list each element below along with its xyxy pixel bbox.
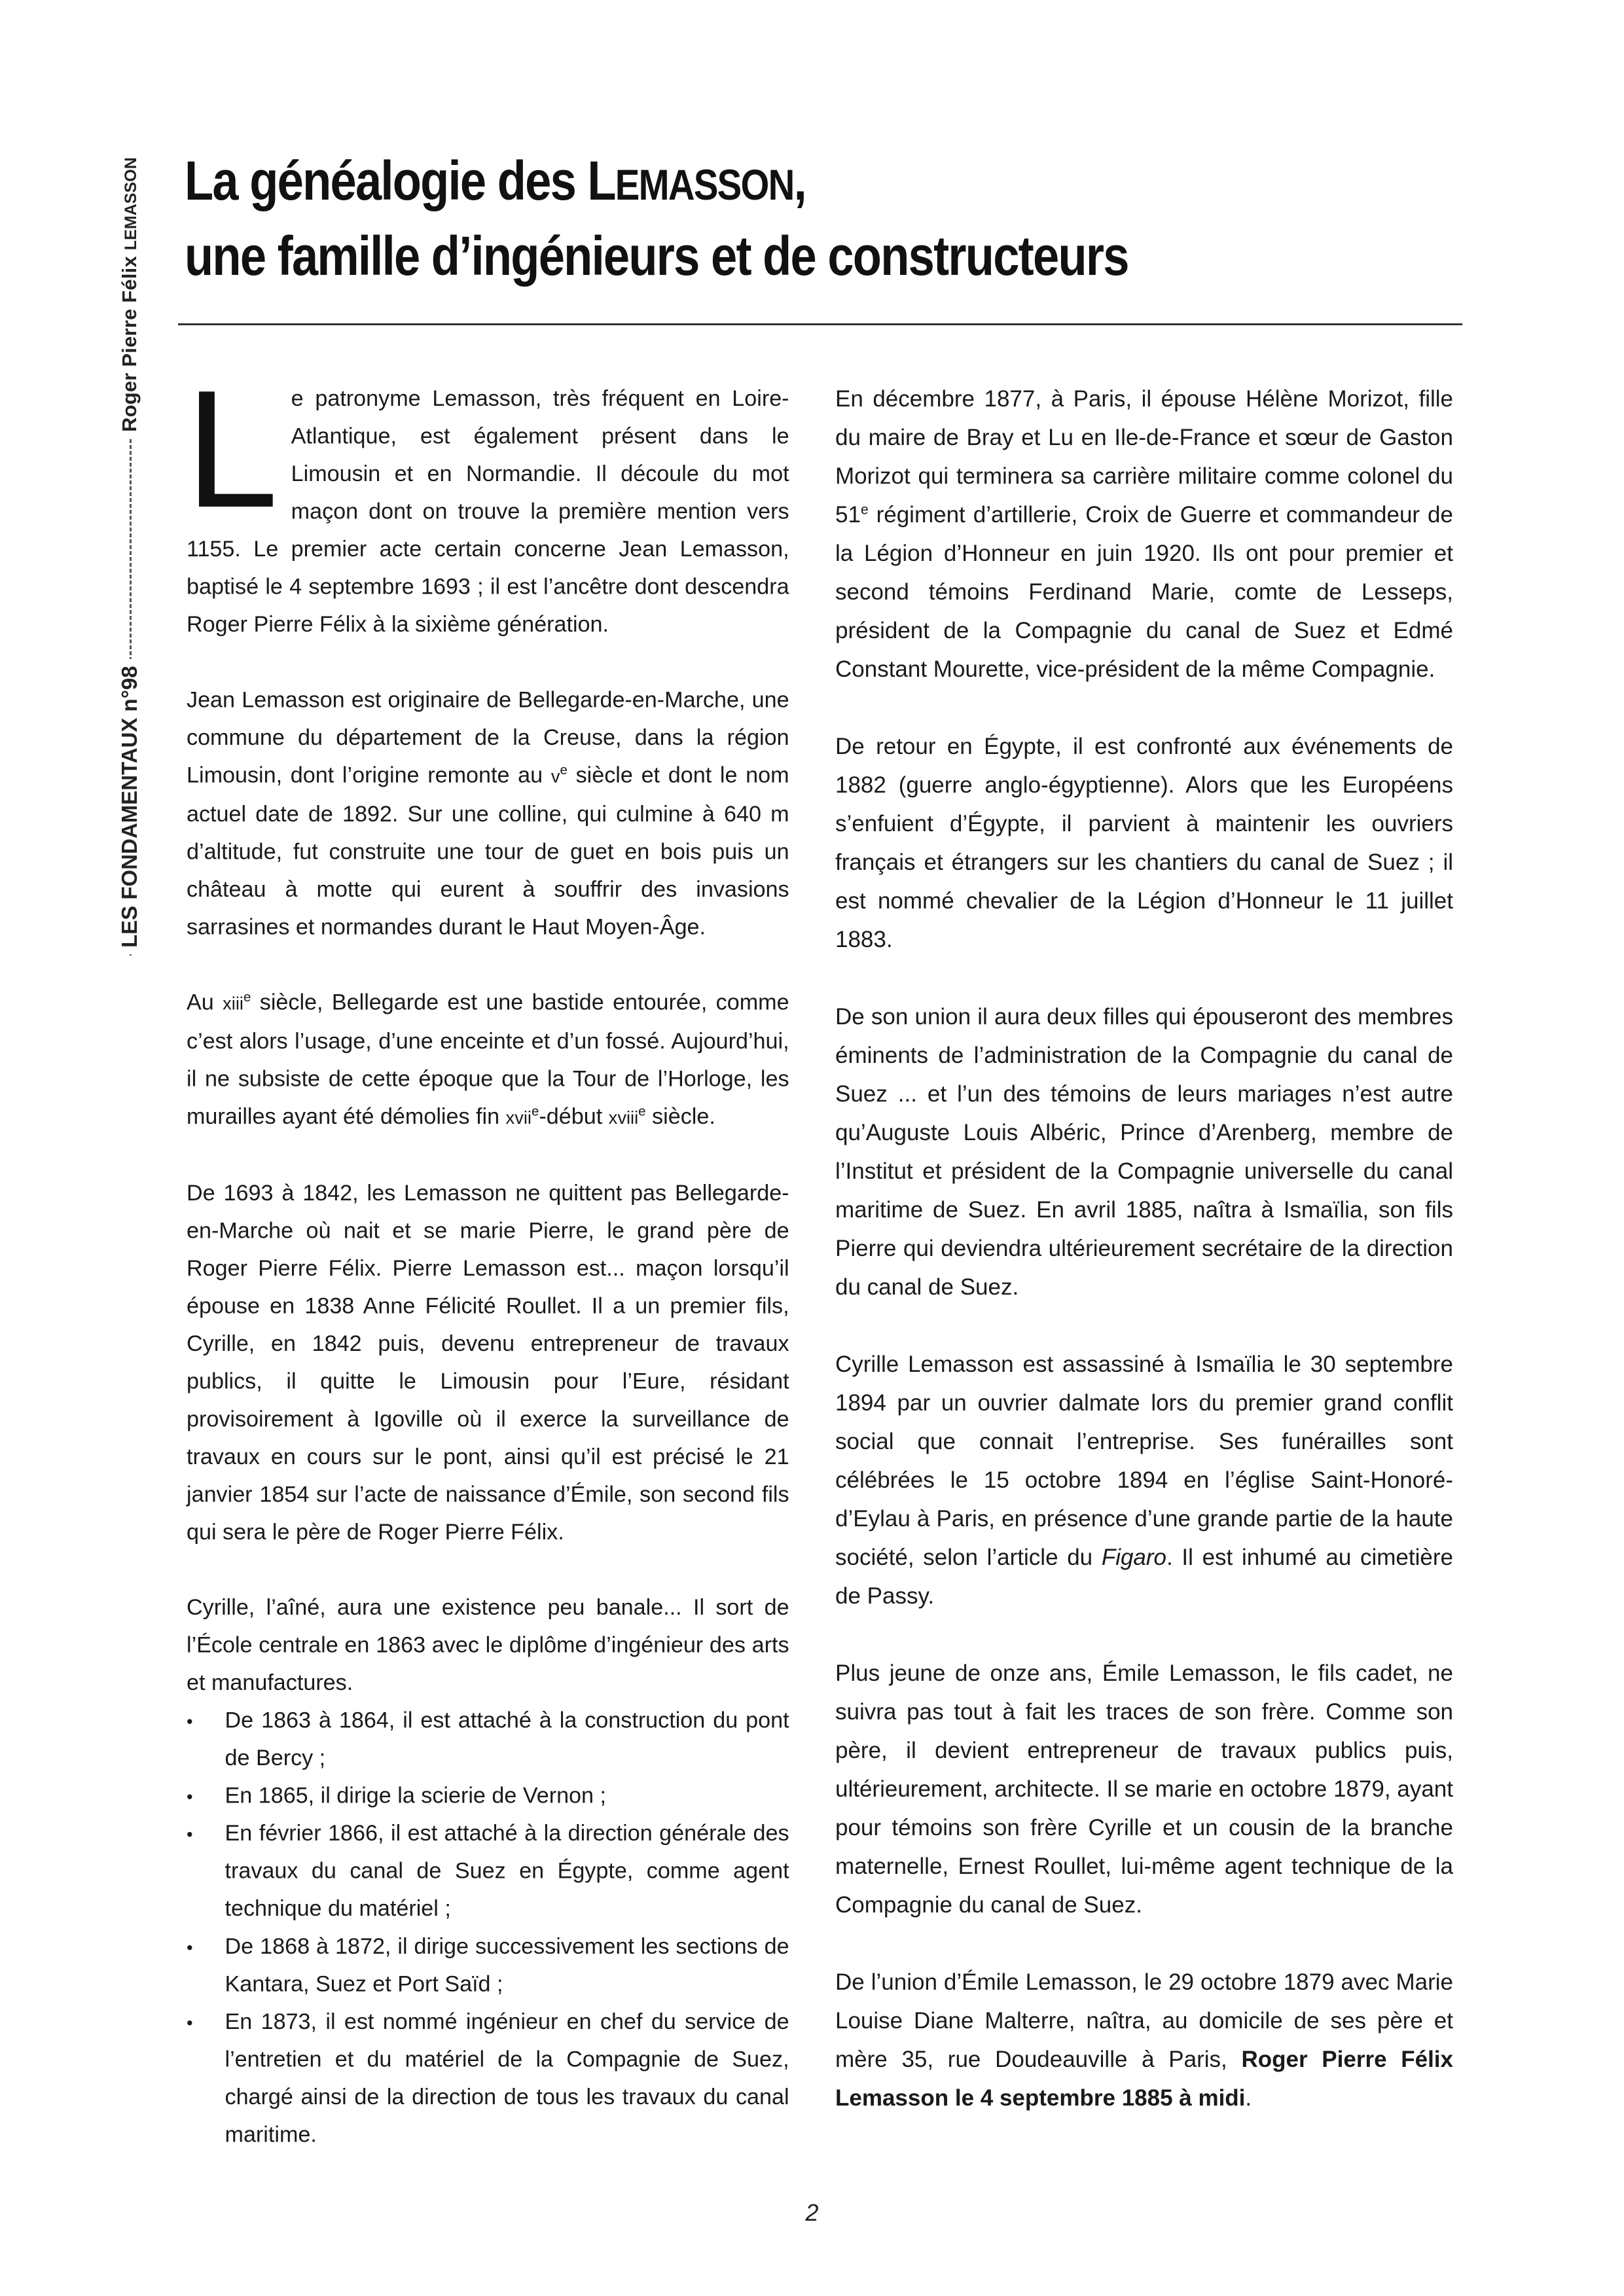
article-column-right: [835, 380, 1453, 2117]
page-title: La généalogie des LEMASSON, une famille d’ingénieurs et de constructeurs: [185, 150, 1128, 287]
drop-cap: L: [185, 355, 279, 543]
page-subtitle: une famille d’ingénieurs et de constructeurs: [185, 225, 1128, 287]
paragraph-egypt: De retour en Égypte, il est confronté aux événements de 1882 (guerre anglo-égyptienne). Alors que les Européens s’enfuient d’Égypte, il parvient à maintenir les ouvriers français et étrangers sur les chantiers du canal de Suez ; il est nommé chevalier de la Légion d’Honneur le 11 juillet 1883.: [835, 734, 1453, 952]
paragraph-emile: Plus jeune de onze ans, Émile Lemasson, le fils cadet, ne suivra pas tout à fait les traces de son frère. Comme son père, il devient entrepreneur de travaux publics puis, ultérieurement, architecte. Il se marie en octobre 1879, ayant pour témoins son frère Cyrille et un cousin de la branche maternelle, Ernest Roullet, lui-même agent technique de la Compagnie du canal de Suez.: [835, 1660, 1453, 1918]
list-item: • En 1873, il est nommé ingénieur en chef du service de l’entretien et du matériel de la Compagnie de Suez, chargé ainsi de la direction de tous les travaux du canal maritime.: [187, 2003, 789, 2153]
sidebar: [110, 151, 149, 956]
article-column-left: [185, 355, 789, 2153]
paragraph-family-history: De 1693 à 1842, les Lemasson ne quittent pas Bellegarde-en-Marche où nait et se marie Pierre, le grand père de Roger Pierre Félix. Pierre Lemasson est... maçon lorsqu’il épouse en 1838 Anne Félicité Roullet. Il a un premier fils, Cyrille, en 1842 puis, devenu entrepreneur de travaux publics, il quitte le Limousin pour l’Eure, résidant provisoirement à Igoville où il exerce la surveillance de travaux en cours sur le pont, ainsi qu’il est précisé le 21 janvier 1854 sur l’acte de naissance d’Émile, son second fils qui sera le père de Roger Pierre Félix.: [187, 1180, 789, 1545]
sidebar-author-surname: LEMASSON: [122, 157, 140, 251]
list-item: • En 1865, il dirige la scierie de Vernon ;: [187, 1777, 789, 1815]
career-list: [187, 1702, 789, 2153]
list-item: • De 1863 à 1864, il est attaché à la construction du pont de Bercy ;: [187, 1702, 789, 1777]
sidebar-author: Roger Pierre Félix LEMASSON: [117, 151, 145, 439]
title-surname: LEMASSON: [587, 150, 794, 211]
paragraph-assassination: Cyrille Lemasson est assassiné à Ismaïlia le 30 septembre 1894 par un ouvrier dalmate lors du premier grand conflit social que connait l’entreprise. Ses funérailles sont célébrées le 15 octobre 1894 en l’église Saint-Honoré-d’Eylau à Paris, en présence d’une grande partie de la haute société, selon l’article du Figaro. Il est inhumé au cimetière de Passy.: [835, 1352, 1453, 1609]
paragraph-bastide: Au xiii$^e$ siècle, Bellegarde est une bastide entourée, comme c’est alors l’usage, d’une enceinte et d’un fossé. Aujourd’hui, il ne subsiste de cette époque que la Tour de l’Horloge, les murailles ayant été démolies fin xvii$^e$-début xviii$^e$ siècle.: [187, 990, 789, 1129]
list-item: • De 1868 à 1872, il dirige successivement les sections de Kantara, Suez et Port Saïd ;: [187, 1928, 789, 2003]
paragraph-marriage: En décembre 1877, à Paris, il épouse Hélène Morizot, fille du maire de Bray et Lu en Ile-de-France et sœur de Gaston Morizot qui terminera sa carrière militaire comme colonel du 51e régiment d’artillerie, Croix de Guerre et commandeur de la Légion d’Honneur en juin 1920. Ils ont pour premier et second témoins Ferdinand Marie, comte de Lesseps, président de la Compagnie du canal de Suez et Edmé Constant Mourette, vice-président de la même Compagnie.: [835, 386, 1453, 682]
page-number: 2: [805, 2199, 819, 2226]
paragraph-daughters: De son union il aura deux filles qui épouseront des membres éminents de l’administration de la Compagnie du canal de Suez ... et l’un des témoins de leurs mariages n’est autre qu’Auguste Louis Albéric, Prince d’Arenberg, membre de l’Institut et président de la Compagnie universelle du canal maritime de Suez. En avril 1885, naîtra à Ismaïlia, son fils Pierre qui deviendra ultérieurement secrétaire de la direction du canal de Suez.: [835, 1004, 1453, 1300]
paragraph-origin: Jean Lemasson est originaire de Bellegarde-en-Marche, une commune du département de la Creuse, dans la région Limousin, dont l’origine remonte au $v^e$ siècle et dont le nom actuel date de 1892. Sur une colline, qui culmine à 640 m d’altitude, fut construite une tour de guet en bois puis un château à motte qui eurent à souffrir des invasions sarrasines et normandes durant le Haut Moyen-Âge.: [187, 687, 789, 940]
paragraph-birth: De l’union d’Émile Lemasson, le 29 octobre 1879 avec Marie Louise Diane Malterre, naîtra, au domicile de ses père et mère 35, rue Doudeauville à Paris, Roger Pierre Félix Lemasson le 4 septembre 1885 à midi.: [835, 1969, 1453, 2111]
paragraph-cyrille: Cyrille, l’aîné, aura une existence peu banale... Il sort de l’École centrale en 1863 avec le diplôme d’ingénieur des arts et manufactures.: [187, 1594, 789, 1695]
title-rule: [178, 323, 1462, 325]
list-item: • En février 1866, il est attaché à la direction générale des travaux du canal de Suez en Égypte, comme agent technique du matériel ;: [187, 1814, 789, 1928]
birth-highlight: Roger Pierre Félix Lemasson le 4 septembre 1885 à midi: [835, 2047, 1453, 2111]
paragraph-intro: Le patronyme Lemasson, très fréquent en Loire-Atlantique, est également présent dans le Limousin et en Normandie. Il découle du mot maçon dont on trouve la première mention vers 1155. Le premier acte certain concerne Jean Lemasson, baptisé le 4 septembre 1693 ; il est l’ancêtre dont descendra Roger Pierre Félix à la sixième génération.: [185, 355, 789, 637]
sidebar-issue: LES FONDAMENTAUX n°98: [117, 659, 143, 954]
newspaper-title: Figaro: [1101, 1545, 1167, 1570]
